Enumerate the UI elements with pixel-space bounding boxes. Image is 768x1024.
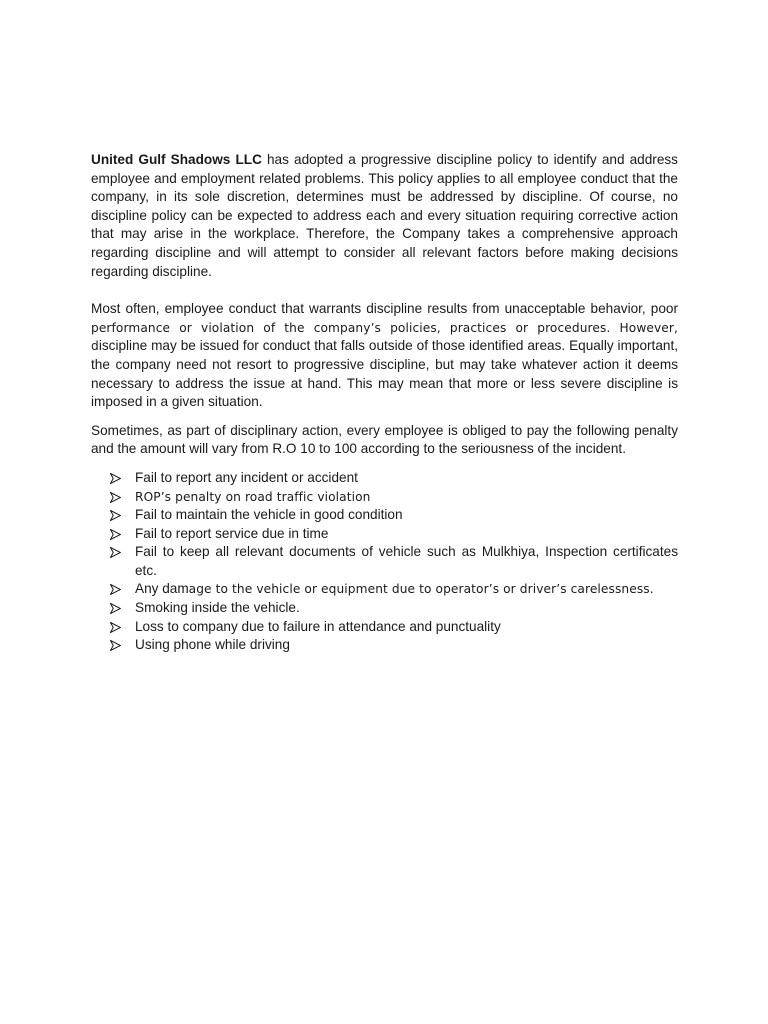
arrowhead-bullet-icon: [110, 469, 122, 488]
conduct-text-part1: Most often, employee conduct that warrants discipline results from unacceptable behavior, poor: [91, 301, 678, 317]
penalty-text: Using phone while driving: [135, 637, 290, 653]
penalty-text: Smoking inside the vehicle.: [135, 600, 300, 616]
penalty-list-item: [91, 506, 678, 525]
penalty-intro-paragraph: Sometimes, as part of disciplinary action, every employee is obliged to pay the following penalty and the amount will vary from R.O 10 to 100 according to the seriousness of the incident.: [91, 422, 678, 457]
intro-text: has adopted a progressive discipline policy to identify and address employee and employment related problems. This policy applies to all employee conduct that the company, in its sole discretion, determines must be addressed by discipline. Of course, no discipline policy can be expected to address each and every situation requiring corrective action that may arise in the workplace. Therefore, the Company takes a comprehensive approach regarding discipline and will attempt to consider all relevant factors before making decisions regarding discipline.: [91, 152, 678, 279]
penalty-text: ROP’s penalty on road traffic violation: [135, 489, 371, 504]
penalty-text: Fail to keep all relevant documents of vehicle such as Mulkhiya, Inspection certificates etc.: [135, 544, 678, 578]
penalty-list-item: [91, 580, 678, 599]
penalty-list-item: [91, 488, 678, 507]
penalty-text: Loss to company due to failure in attendance and punctuality: [135, 618, 501, 634]
arrowhead-bullet-icon: [110, 580, 122, 599]
arrowhead-bullet-icon: [110, 488, 122, 507]
penalty-list: [91, 469, 678, 655]
penalty-list-item: [91, 618, 678, 637]
conduct-paragraph: [91, 300, 678, 412]
policy-intro-paragraph: [91, 151, 678, 281]
penalty-list-item: [91, 599, 678, 618]
company-name: United Gulf Shadows LLC: [91, 152, 262, 167]
penalty-text-tail: age to the vehicle or equipment due to operator’s or driver’s carelessness.: [188, 582, 654, 597]
penalty-list-item: [91, 636, 678, 655]
conduct-text-part2: performance or violation of the company’s policies, practices or procedures. However, d: [91, 320, 678, 354]
arrowhead-bullet-icon: [110, 543, 122, 562]
arrowhead-bullet-icon: [110, 599, 122, 618]
document-page: [91, 151, 678, 655]
arrowhead-bullet-icon: [110, 636, 122, 655]
arrowhead-bullet-icon: [110, 525, 122, 544]
conduct-text-part3: iscipline may be issued for conduct that falls outside of those identified areas. Equally important, the company need not resort to progressive discipline, but may take whatever action it deems necessary to address the issue at hand. This may mean that more or less severe discipline is imposed in a given situation.: [91, 338, 678, 410]
penalty-text: Any dam: [135, 581, 189, 597]
penalty-list-item: [91, 543, 678, 580]
arrowhead-bullet-icon: [110, 506, 122, 525]
penalty-text: Fail to maintain the vehicle in good condition: [135, 507, 403, 523]
penalty-text: Fail to report service due in time: [135, 525, 329, 541]
penalty-text: Fail to report any incident or accident: [135, 469, 358, 485]
arrowhead-bullet-icon: [110, 618, 122, 637]
penalty-list-item: [91, 469, 678, 488]
penalty-list-item: [91, 525, 678, 544]
